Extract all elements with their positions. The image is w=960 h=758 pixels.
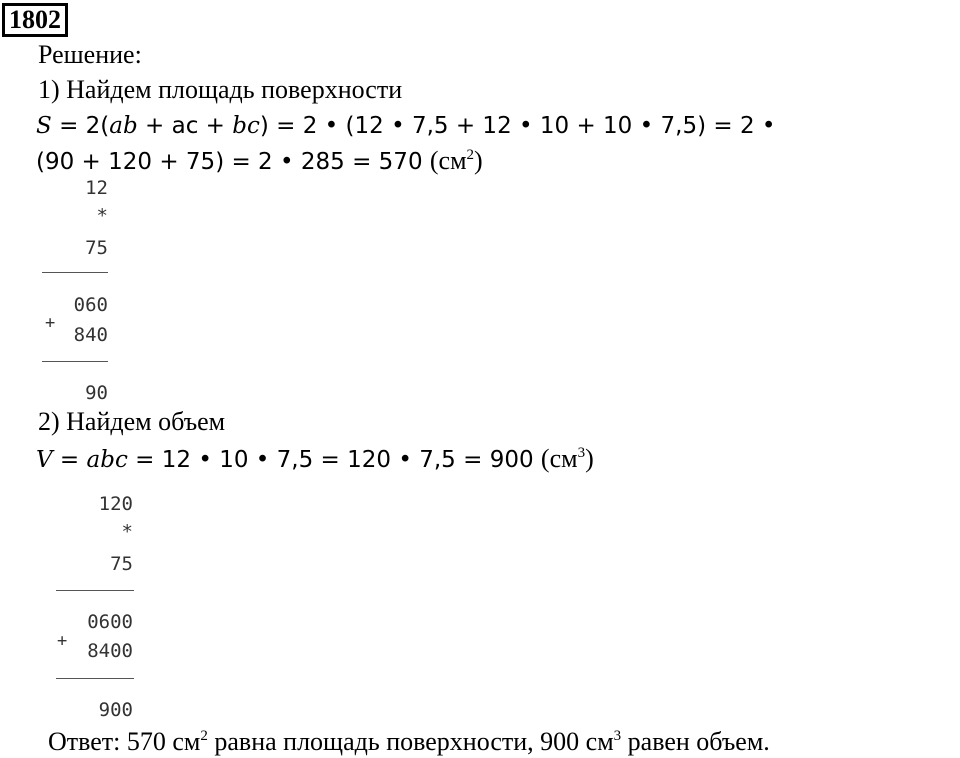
calc2-result: 900 [98, 699, 133, 721]
calc1-rule-top [42, 272, 108, 273]
calc1-result: 90 [85, 382, 108, 404]
calc1-rule-bottom [42, 361, 108, 362]
calc2-plus: + [57, 631, 68, 651]
step1-title: 1) Найдем площадь поверхности [38, 75, 403, 104]
calc1-partial1: 060 [73, 294, 108, 316]
unit: $(см^3)$ [540, 444, 594, 473]
calc2-rule-bottom [56, 678, 134, 679]
calc2-partial2: 8400 [87, 640, 133, 662]
surface-formula-line1: S = 2(ab + ac + bc) = 2 • (12 • 7,5 + 12 • 10 + 10 • 7,5) = 2 • [36, 113, 776, 139]
calc1-plus: + [45, 313, 56, 333]
step2-title: 2) Найдем объем [38, 407, 226, 436]
var-s: S [36, 113, 52, 139]
calc2-multiplicand: 120 [98, 493, 133, 515]
task-number: 1802 [2, 3, 68, 37]
calc2-operator: * [121, 521, 133, 543]
unit: $(см^2)$ [429, 146, 483, 175]
calc1-operator: * [96, 205, 108, 227]
calc2-rule-top [56, 590, 134, 591]
calc2-multiplier: 75 [110, 553, 133, 575]
var-v: V [36, 447, 53, 473]
solution-heading: Решение: [38, 40, 142, 69]
calc1-multiplicand: 12 [85, 177, 108, 199]
surface-formula-line2: (90 + 120 + 75) = 2 • 285 = 570 $(см^2)$ [36, 146, 483, 175]
calc2-partial1: 0600 [87, 611, 133, 633]
volume-formula: V = abc = 12 • 10 • 7,5 = 120 • 7,5 = 900 $(см^3)$ [36, 444, 594, 473]
answer-line: Ответ: 570 $см^2$ равна площадь поверхности, 900 $см^3$ равен объем. [48, 727, 770, 756]
calc1-multiplier: 75 [85, 237, 108, 259]
calc1-partial2: 840 [73, 324, 108, 346]
